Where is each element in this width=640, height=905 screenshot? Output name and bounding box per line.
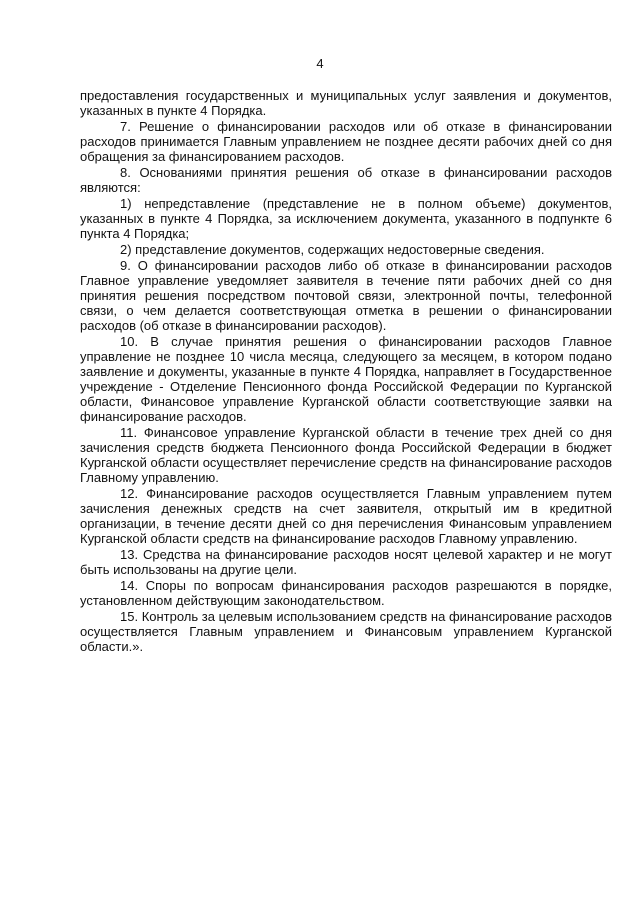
paragraph-item-14: 14. Споры по вопросам финансирования расходов разрешаются в порядке, установленном действующим законодательством. — [80, 578, 612, 608]
paragraph-subitem-2: 2) представление документов, содержащих недостоверные сведения. — [120, 242, 545, 257]
paragraph-continuation: предоставления государственных и муниципальных услуг заявления и документов, указанных в пункте 4 Порядка. — [80, 88, 612, 118]
document-body — [80, 88, 612, 654]
paragraph-item-15: 15. Контроль за целевым использованием средств на финансирование расходов осуществляется Главным управлением и Финансовым управлением Курганской области.». — [80, 609, 612, 654]
paragraph-subitem-1: 1) непредставление (представление не в полном объеме) документов, указанных в пункте 4 Порядка, за исключением документа, указанного в подпункте 6 пункта 4 Порядка; — [80, 196, 612, 241]
paragraph-item-10: 10. В случае принятия решения о финансировании расходов Главное управление не позднее 10 числа месяца, следующего за месяцем, в котором подано заявление и документы, указанные в пункте 4 Порядка, направляет в Государственное учреждение - Отделение Пенсионного фонда Российской Федерации по Курганской области, Финансовое управление Курганской области соответствующие заявки на финансирование расходов. — [80, 334, 612, 424]
paragraph-item-12: 12. Финансирование расходов осуществляется Главным управлением путем зачисления денежных средств на счет заявителя, открытый им в кредитной организации, в течение десяти дней со дня перечисления Финансовым управлением Курганской области средств на финансирование расходов Главному управлению. — [80, 486, 612, 546]
paragraph-item-7: 7. Решение о финансировании расходов или об отказе в финансировании расходов принимается Главным управлением не позднее десяти рабочих дней со дня обращения за финансированием расходов. — [80, 119, 612, 164]
paragraph-item-13: 13. Средства на финансирование расходов носят целевой характер и не могут быть использованы на другие цели. — [80, 547, 612, 577]
paragraph-item-11: 11. Финансовое управление Курганской области в течение трех дней со дня зачисления средств бюджета Пенсионного фонда Российской Федерации в бюджет Курганской области осуществляет перечисление средств на финансирование расходов Главному управлению. — [80, 425, 612, 485]
page-number: 4 — [316, 56, 324, 71]
paragraph-item-8: 8. Основаниями принятия решения об отказе в финансировании расходов являются: — [80, 165, 612, 195]
paragraph-item-9: 9. О финансировании расходов либо об отказе в финансировании расходов Главное управление уведомляет заявителя в течение пяти рабочих дней со дня принятия решения посредством почтовой связи, электронной почты, телефонной связи, о чем делается соответствующая отметка в решении о финансировании расходов (об отказе в финансировании расходов). — [80, 258, 612, 333]
